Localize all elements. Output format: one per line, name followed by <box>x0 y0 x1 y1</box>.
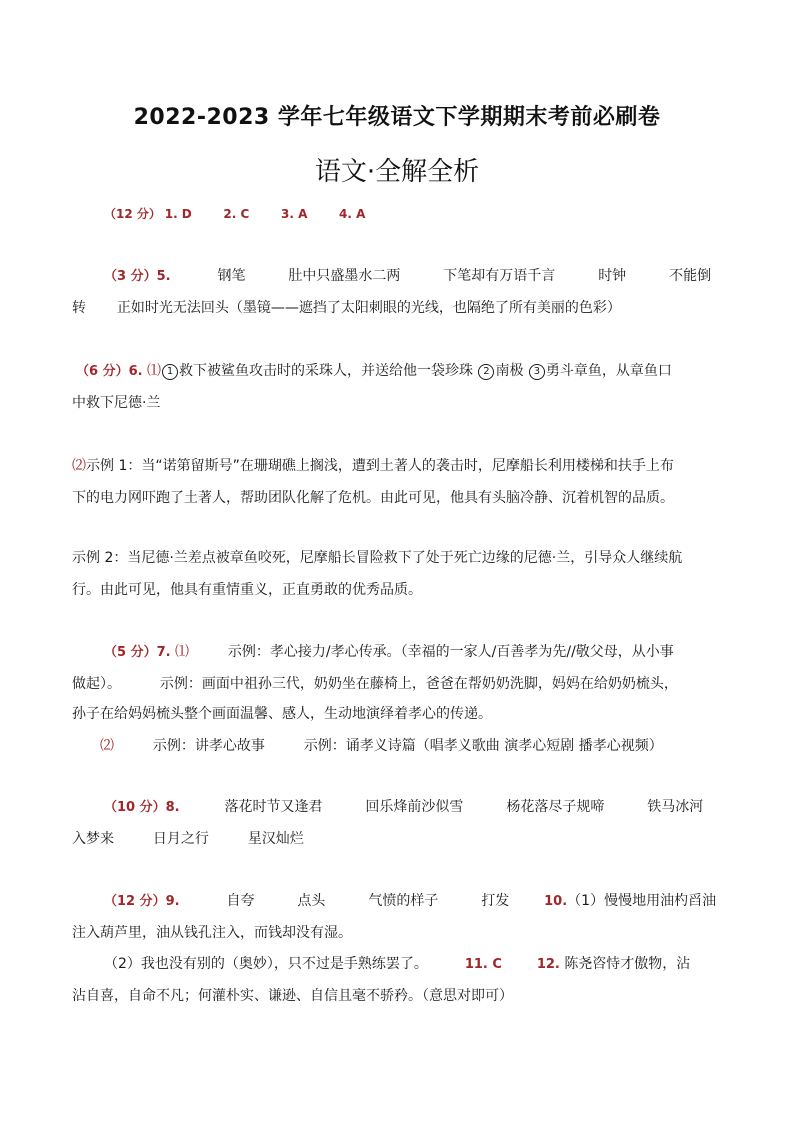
answer-item: 11. C <box>464 957 502 972</box>
circled-number: 3 <box>529 364 545 380</box>
score-label: （12 分） <box>104 207 161 221</box>
answer-text: 转 <box>72 300 86 316</box>
score-label: （6 分） <box>76 364 129 379</box>
answer-item: 2. C <box>223 207 250 221</box>
answer-text: 正如时光无法回头（墨镜——遮挡了太阳刺眼的光线，也隔绝了所有美丽的色彩） <box>116 300 621 316</box>
answer-text: （2）我也没有别的（奥妙），只不过是手熟练罢了。 <box>104 956 428 972</box>
answer-q8-line2 <box>72 829 304 849</box>
answer-text: （1）慢慢地用油杓舀油 <box>567 893 717 909</box>
answer-item: 肚中只盛墨水二两 <box>288 268 401 284</box>
answer-q5-line2 <box>72 298 621 318</box>
question-number: 8. <box>165 800 180 815</box>
answer-text: 勇斗章鱼，从章鱼口 <box>545 363 672 379</box>
answer-q7-line1 <box>104 642 674 663</box>
example-text: 示例 1：当“诺第留斯号”在珊瑚礁上搁浅，遭到土著人的袭击时，尼摩船长利用楼梯和扶手上布 <box>86 458 674 474</box>
answer-item: 点头 <box>297 893 326 909</box>
question-number: 7. <box>156 645 171 660</box>
question-number: 6. <box>128 364 143 379</box>
answer-q5-line1 <box>104 266 711 287</box>
answer-item: 入梦来 <box>72 831 114 847</box>
answer-q10-line3 <box>104 954 690 975</box>
answer-item: 杨花落尽子规啼 <box>506 799 605 815</box>
answer-item: 星汉灿烂 <box>247 831 304 847</box>
answer-q6-line1 <box>76 361 672 382</box>
answer-q7-line4 <box>100 736 663 756</box>
answer-q6-line2: 中救下尼德·兰 <box>72 395 161 411</box>
question-number: 12. <box>536 957 560 972</box>
circled-number: 2 <box>478 364 494 380</box>
answer-item: 回乐烽前沙似雪 <box>365 799 464 815</box>
page-title: 2022-2023 学年七年级语文下学期期末考前必刷卷 <box>133 105 661 130</box>
answer-item: 1. D <box>164 207 192 221</box>
answer-q1-4 <box>104 204 365 224</box>
answer-q6-example2-line2: 行。由此可见，他具有重情重义，正直勇敢的优秀品质。 <box>72 582 422 598</box>
answer-text: 救下被鲨鱼攻击时的采珠人，并送给他一袋珍珠 <box>179 363 474 379</box>
question-number: 5. <box>156 269 171 284</box>
answer-item: 铁马冰河 <box>647 799 704 815</box>
answer-q10-line2: 注入葫芦里，油从钱孔注入，而钱却没有湿。 <box>72 925 352 941</box>
question-number: 9. <box>165 894 180 909</box>
score-label: （12 分） <box>104 894 166 909</box>
circled-number: 1 <box>162 364 178 380</box>
answer-text: 示例：画面中祖孙三代，奶奶坐在藤椅上，爸爸在帮奶奶洗脚，妈妈在给奶奶梳头， <box>159 676 678 692</box>
answer-q9-line1 <box>104 891 716 912</box>
answer-item: 落花时节又逢君 <box>224 799 323 815</box>
score-label: （3 分） <box>104 269 157 284</box>
answer-text: 做起）。 <box>72 676 121 692</box>
answer-q7-line3: 孙子在给妈妈梳头整个画面温馨、感人，生动地演绎着孝心的传递。 <box>72 706 492 722</box>
answer-item: 时钟 <box>598 268 627 284</box>
part-label: ⑴ <box>175 644 190 660</box>
answer-item: 自夸 <box>226 893 255 909</box>
answer-item: 钢笔 <box>217 268 246 284</box>
answer-text: 示例：讲孝心故事 <box>152 738 265 754</box>
page-subtitle: 语文·全解全析 <box>314 157 480 187</box>
answer-text: 南极 <box>495 363 524 379</box>
answer-item: 日月之行 <box>152 831 209 847</box>
answer-item: 下笔却有万语千言 <box>443 268 556 284</box>
question-number: 10. <box>544 894 568 909</box>
answer-q6-example2-line1: 示例 2：当尼德·兰差点被章鱼咬死，尼摩船长冒险救下了处于死亡边缘的尼德·兰，引导众人继续航 <box>72 550 683 566</box>
part-label: ⑵ <box>72 458 86 474</box>
answer-item: 4. A <box>339 207 366 221</box>
score-label: （5 分） <box>104 645 157 660</box>
answer-text: 陈尧咨恃才傲物，沾 <box>564 956 691 972</box>
answer-item: 不能倒 <box>669 268 712 284</box>
answer-q6-example1-line2: 下的电力网吓跑了土著人，帮助团队化解了危机。由此可见，他具有头脑冷静、沉着机智的品质。 <box>72 490 674 506</box>
answer-item: 气愤的样子 <box>368 893 439 909</box>
answer-q6-example1-line1 <box>72 456 674 476</box>
part-label: ⑵ <box>100 738 114 754</box>
score-label: （10 分） <box>104 800 166 815</box>
answer-q12-line2: 沾自喜，自命不凡；何灌朴实、谦逊、自信且毫不骄矜。（意思对即可） <box>72 988 513 1004</box>
answer-text: 示例：孝心接力/孝心传承。（幸福的一家人/百善孝为先//敬父母，从小事 <box>227 644 674 660</box>
answer-text: 示例：诵孝义诗篇（唱孝义歌曲 演孝心短剧 播孝心视频） <box>303 738 663 754</box>
answer-item: 3. A <box>280 207 308 221</box>
part-label: ⑴ <box>147 363 162 379</box>
answer-item: 打发 <box>481 893 510 909</box>
answer-q7-line2 <box>72 674 678 694</box>
answer-q8-line1 <box>104 797 703 818</box>
